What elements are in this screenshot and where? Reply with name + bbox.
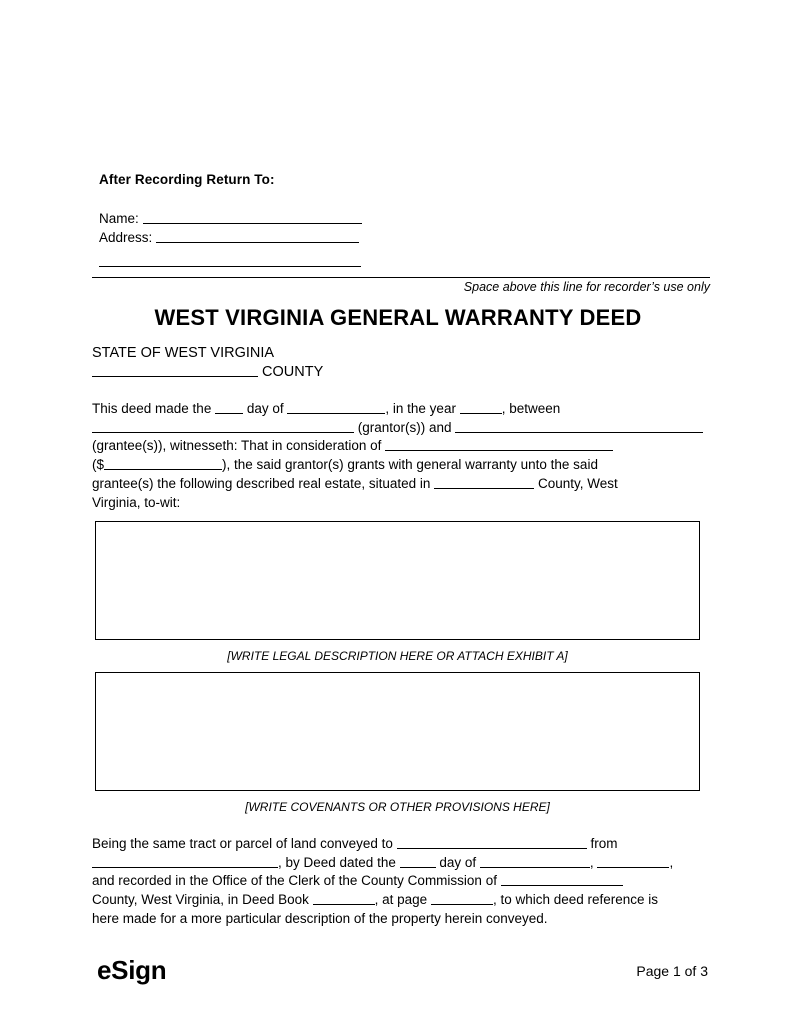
conveyance-line-5: [92, 910, 708, 929]
conveyance-text-2a: , by Deed dated the: [278, 854, 396, 870]
esign-logo: eSign: [97, 955, 167, 985]
grantor-name-blank[interactable]: [92, 419, 354, 433]
conveyance-text-5a: here made for a more particular description of the property herein conveyed.: [92, 910, 548, 926]
conveyance-text-1b: from: [590, 836, 618, 851]
county-name-blank[interactable]: [92, 362, 258, 377]
page-number-label: Page 1 of 3: [636, 963, 708, 979]
recital-text-5b: County, West: [537, 475, 618, 491]
conveyed-to-blank[interactable]: [397, 835, 587, 849]
recital-text-5a: grantee(s) the following described real estate, situated in: [92, 475, 431, 491]
prior-deed-day-blank[interactable]: [400, 854, 436, 868]
deed-recital-paragraph: [92, 400, 708, 512]
recital-text-1b: day of: [246, 401, 284, 416]
conveyance-text-2b: day of: [439, 854, 477, 870]
recital-line-3: [92, 437, 708, 456]
recital-line-2: [92, 419, 708, 438]
deed-page-blank[interactable]: [431, 891, 493, 905]
prior-deed-year-blank[interactable]: [597, 854, 669, 868]
state-line: STATE OF WEST VIRGINIA: [92, 345, 275, 361]
recital-text-4a: ($: [92, 457, 105, 473]
address-label: Address:: [99, 230, 153, 245]
recital-line-6: [92, 494, 708, 513]
address-second-line-blank[interactable]: [99, 266, 361, 267]
grantee-name-blank[interactable]: [455, 419, 703, 433]
conveyance-line-3: [92, 872, 708, 891]
covenants-caption: [WRITE COVENANTS OR OTHER PROVISIONS HERE]: [245, 800, 550, 814]
recital-text-1c: , in the year: [385, 401, 456, 416]
name-label: Name:: [99, 211, 139, 226]
prior-conveyance-paragraph: [92, 835, 708, 929]
conveyance-text-1a: Being the same tract or parcel of land conveyed to: [92, 836, 393, 851]
return-to-address-row: [99, 228, 519, 247]
deed-book-blank[interactable]: [313, 891, 375, 905]
conveyance-text-4a: County, West Virginia, in Deed Book: [92, 892, 309, 908]
recital-text-1a: This deed made the: [92, 401, 212, 416]
covenants-box[interactable]: [95, 672, 700, 791]
recital-text-1d: , between: [501, 401, 561, 416]
consideration-amount-blank[interactable]: [104, 456, 222, 470]
return-to-heading: After Recording Return To:: [99, 172, 275, 187]
recital-line-5: [92, 475, 708, 494]
legal-description-caption: [WRITE LEGAL DESCRIPTION HERE OR ATTACH EXHIBIT A]: [227, 649, 568, 663]
deed-year-blank[interactable]: [460, 400, 502, 414]
consideration-blank[interactable]: [385, 438, 613, 452]
return-to-name-row: [99, 209, 519, 228]
conveyance-text-3a: and recorded in the Office of the Clerk of the County Commission of: [92, 873, 497, 889]
recorder-use-note: Space above this line for recorder’s use only: [463, 280, 710, 294]
recital-line-1: [92, 400, 708, 419]
page-title: WEST VIRGINIA GENERAL WARRANTY DEED: [154, 305, 642, 330]
after-recording-return-to-block: [99, 172, 519, 267]
conveyance-text-2d: ,: [669, 854, 674, 870]
conveyance-text-4c: , to which deed reference is: [492, 892, 659, 908]
recital-text-4b: ), the said grantor(s) grants with general warranty unto the said: [222, 457, 598, 473]
county-line: [92, 362, 323, 380]
conveyance-text-4b: , at page: [374, 892, 428, 908]
property-county-blank[interactable]: [434, 475, 534, 489]
legal-description-box[interactable]: [95, 521, 700, 640]
conveyance-line-1: [92, 835, 708, 854]
conveyance-line-2: [92, 854, 708, 873]
conveyed-from-blank[interactable]: [92, 854, 278, 868]
recorder-divider-rule: [92, 277, 710, 278]
recital-text-6a: Virginia, to-wit:: [92, 494, 181, 510]
name-input-blank[interactable]: [143, 210, 362, 224]
deed-month-blank[interactable]: [287, 400, 385, 414]
prior-deed-month-blank[interactable]: [480, 854, 590, 868]
conveyance-line-4: [92, 891, 708, 910]
county-commission-blank[interactable]: [501, 873, 623, 887]
county-suffix-label: COUNTY: [262, 363, 324, 380]
deed-day-blank[interactable]: [215, 400, 243, 414]
recital-text-3a: (grantee(s)), witnesseth: That in consideration of: [92, 438, 382, 454]
conveyance-text-2c: ,: [589, 854, 594, 870]
recital-line-4: [92, 456, 708, 475]
address-input-blank[interactable]: [156, 229, 359, 243]
recital-text-2a: (grantor(s)) and: [357, 419, 452, 435]
